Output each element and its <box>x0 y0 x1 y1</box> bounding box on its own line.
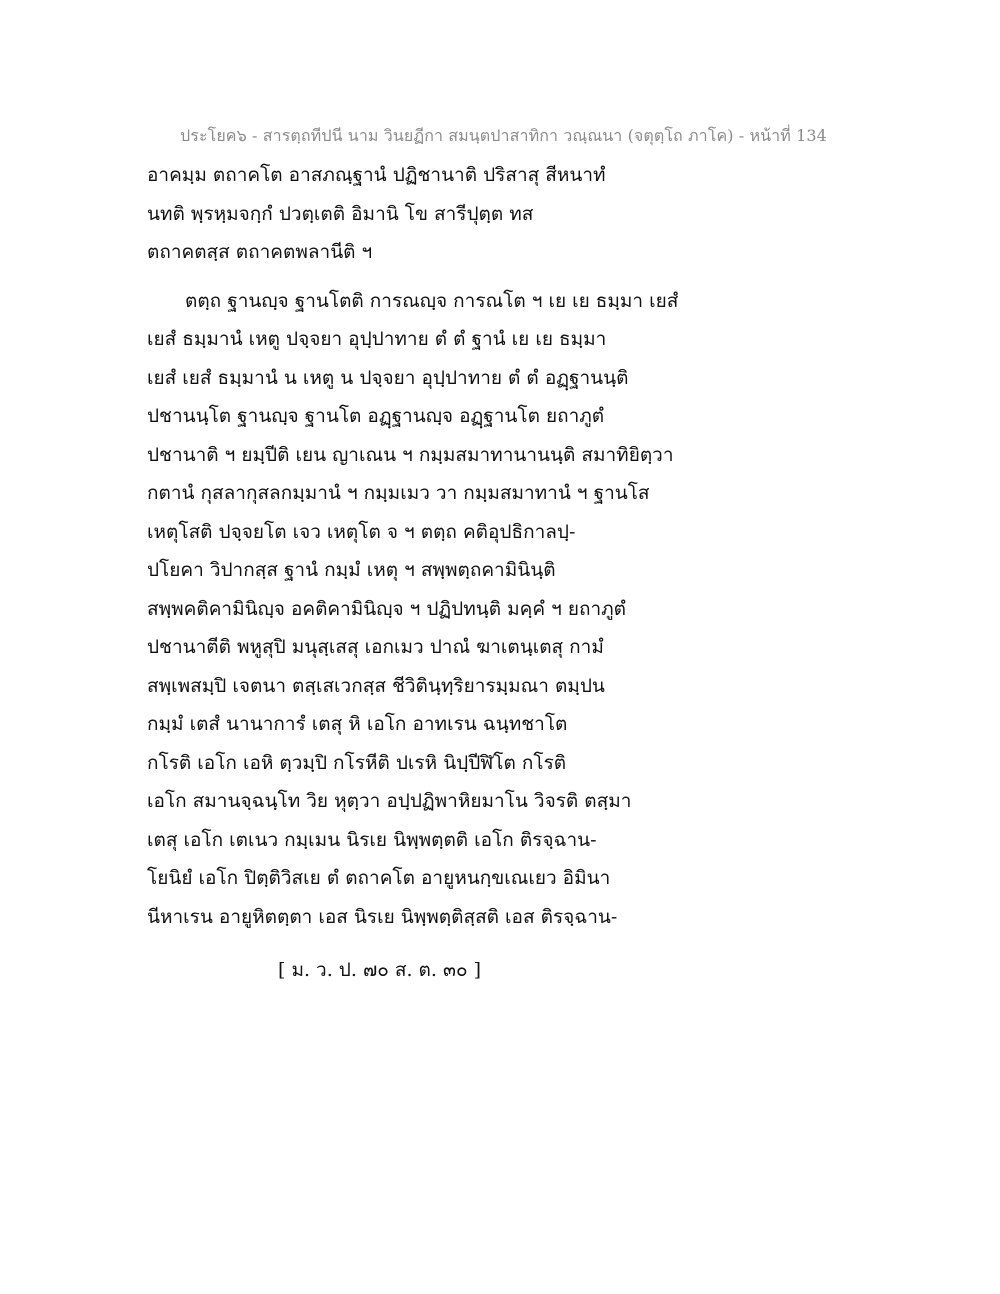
text-line: ตถาคตสฺส ตถาคตพลานีติ ฯ <box>147 241 373 263</box>
text-line: กตานํ กุสลากุสลกมฺมานํ ฯ กมฺมเมว วา กมฺมสมาทานํ ฯ ฐานโส <box>147 482 650 504</box>
reference-footnote: [ ม. ว. ป. ๗๐ ส. ต. ๓๐ ] <box>278 959 481 981</box>
text-line: สพฺเพสมฺปิ เจตนา ตสฺเสเวกสฺส ชีวิตินฺทฺริยารมฺมณา ตมฺปน <box>147 674 605 697</box>
text-line: โยนิยํ เอโก ปิตฺติวิสเย ตํ ตถาคโต อายูหนกฺขเณเยว อิมินา <box>147 867 611 889</box>
paragraph-2 <box>147 286 707 941</box>
text-line: สพฺพคติคามินิญฺจ อคติคามินิญฺจ ฯ ปฏิปทนฺติ มคฺคํ ฯ ยถาภูตํ <box>147 597 626 620</box>
paragraph-1 <box>147 160 707 276</box>
text-line: เหตุโสติ ปจฺจยโต เจว เหตุโต จ ฯ ตตฺถ คติอุปธิกาลปฺ- <box>147 520 576 543</box>
text-line: กมฺมํ เตสํ นานาการํ เตสุ หิ เอโก อาทเรน ฉนฺทชาโต <box>147 713 568 735</box>
text-line: ปชานาตีติ พหูสุปิ มนุสฺเสสุ เอกเมว ปาณํ ฆาเตนฺเตสุ กามํ <box>147 636 604 658</box>
text-line: เยสํ เยสํ ธมฺมานํ น เหตู น ปจฺจยา อุปฺปาทาย ตํ ตํ อฏฺฐานนฺติ <box>147 366 629 389</box>
text-line: ปชานนฺโต ฐานญฺจ ฐานโต อฏฺฐานญฺจ อฏฺฐานโต ยถาภูตํ <box>147 405 605 427</box>
text-line: กโรติ เอโก เอหิ ตฺวมฺปิ กโรหีติ ปเรหิ นิปฺปีฬิโต กโรติ <box>147 751 567 774</box>
text-line: เตสุ เอโก เตเนว กมฺเมน นิรเย นิพฺพตฺตติ เอโก ติรจฺฉาน- <box>147 828 597 851</box>
text-line: เยสํ ธมฺมานํ เหตู ปจฺจยา อุปฺปาทาย ตํ ตํ ฐานํ เย เย ธมฺมา <box>147 328 607 350</box>
running-header: ประโยค๖ - สารตฺถทีปนี นาม วินยฏีกา สมนฺตปาสาทิกา วณฺณนา (จตุตฺโถ ภาโค) - หน้าที่ 134 <box>180 126 827 145</box>
text-line: อาคมฺม ตถาคโต อาสภณฺฐานํ ปฏิชานาติ ปริสาสุ สีหนาทํ <box>147 164 606 186</box>
text-line: เอโก สมานจฺฉนฺโท วิย หุตฺวา อปฺปฏิพาหิยมาโน วิจรติ ตสฺมา <box>147 790 632 812</box>
body-text <box>147 160 707 940</box>
text-line: ตตฺถ ฐานญฺจ ฐานโตติ การณญฺจ การณโต ฯ เย เย ธมฺมา เยสํ <box>185 289 679 312</box>
text-line: นีหาเรน อายูหิตตฺตา เอส นิรเย นิพฺพตฺติสฺสติ เอส ติรจฺฉาน- <box>147 905 618 928</box>
text-line: ปโยคา วิปากสฺส ฐานํ กมฺมํ เหตุ ฯ สพฺพตฺถคามินินฺติ <box>147 559 556 581</box>
text-line: นทติ พฺรหฺมจกฺกํ ปวตฺเตติ อิมานิ โข สารีปุตฺต ทส <box>147 202 534 225</box>
paragraph-gap <box>147 276 707 286</box>
text-line: ปชานาติ ฯ ยมฺปีติ เยน ญาเณน ฯ กมฺมสมาทานานนฺติ สมาทิยิตฺวา <box>147 443 674 466</box>
